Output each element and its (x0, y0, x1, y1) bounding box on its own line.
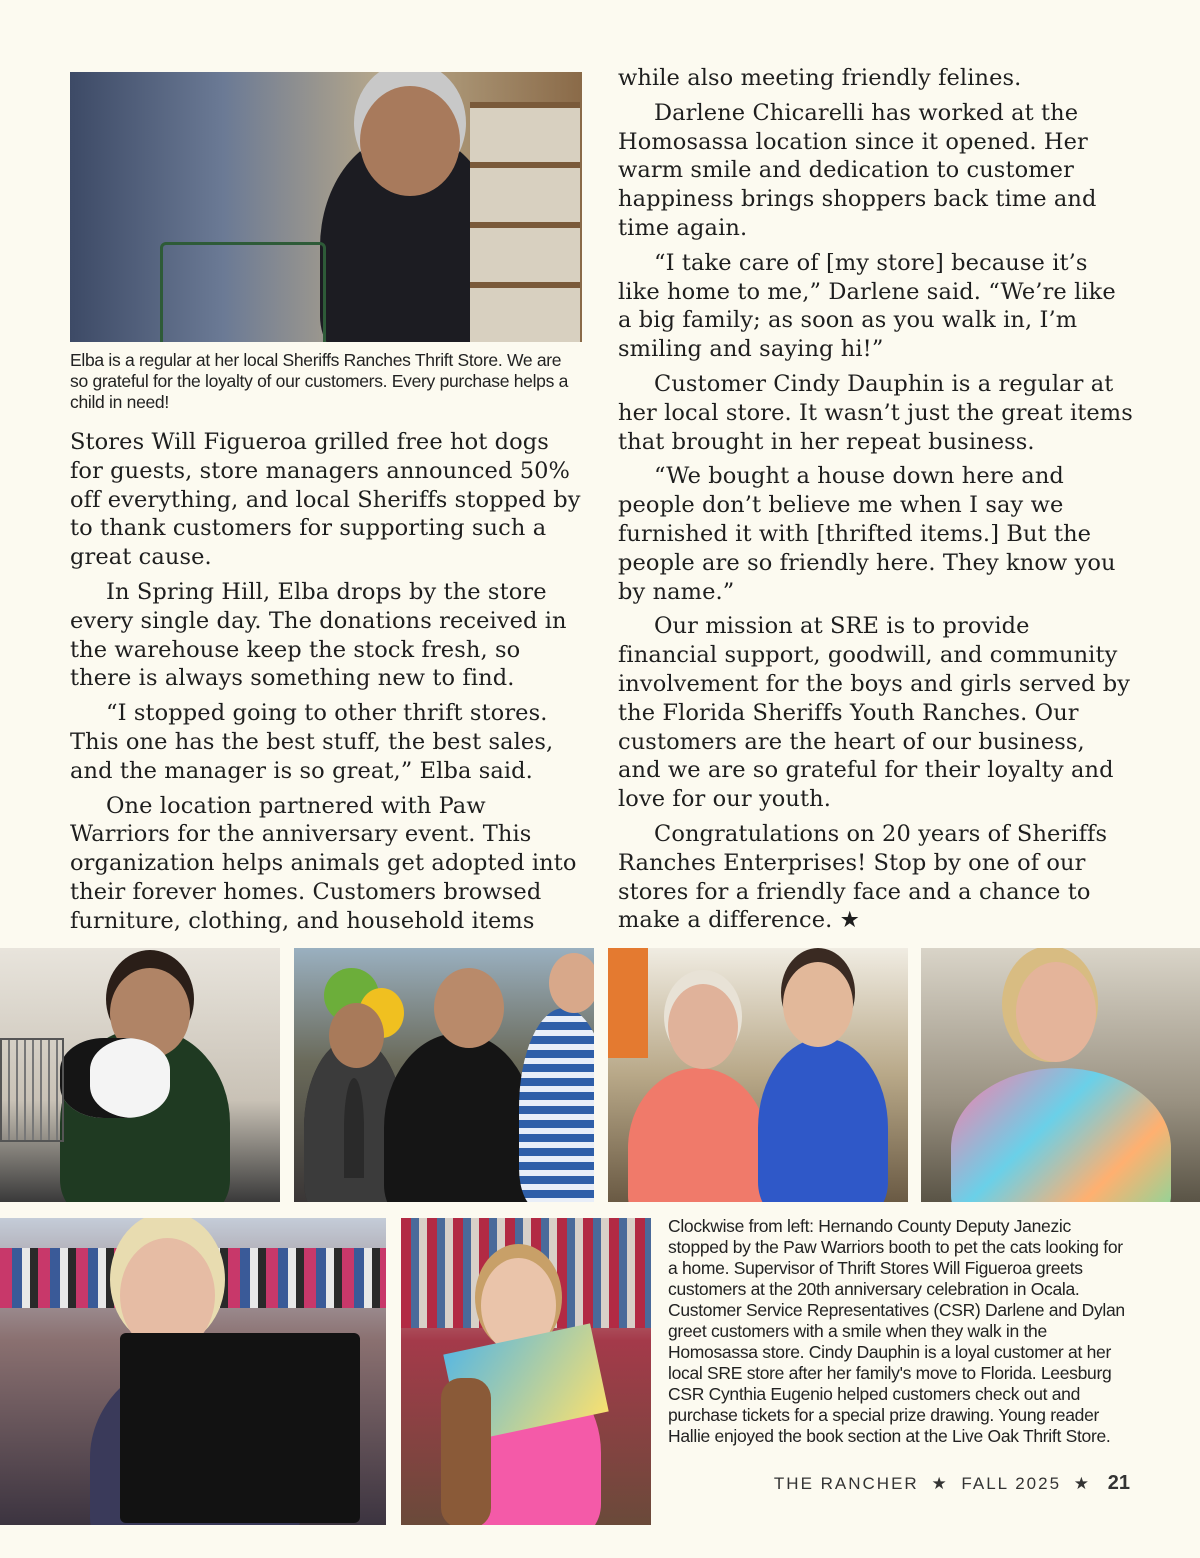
photo-deputy-with-cat (0, 948, 280, 1202)
left-paragraph-3: “I stopped going to other thrift stores. This one has the best stuff, the best sales, and the manager is so great,” Elba said. (70, 700, 554, 784)
right-column (618, 64, 1134, 941)
left-column (70, 428, 586, 942)
top-photo-caption: Elba is a regular at her local Sheriffs Ranches Thrift Store. We are so grateful for the loyalty of our customers. Every purchase helps a child in need! (70, 350, 569, 412)
photo-darlene-and-dylan (608, 948, 908, 1202)
star-separator-icon: ★ (1073, 1474, 1092, 1493)
star-separator-icon: ★ (931, 1474, 949, 1493)
issue-name: FALL 2025 (961, 1474, 1062, 1493)
photo-elba (70, 72, 582, 342)
publication-name: THE RANCHER (773, 1474, 919, 1493)
photo-hallie-reading (401, 1218, 651, 1525)
bottom-photos-caption: Clockwise from left: Hernando County Deputy Janezic stopped by the Paw Warriors booth to pet the cats looking for a home. Supervisor of Thrift Stores Will Figueroa greets customers at the 20th anniversary celebration in Ocala. Customer Service Representatives (CSR) Darlene and Dylan greet customers with a smile when they walk in the Homosassa store. Cindy Dauphin is a loyal customer at her local SRE store after her family's move to Florida. Leesburg CSR Cynthia Eugenio helped customers check out and purchase tickets for a special prize drawing. Young reader Hallie enjoyed the book section at the Live Oak Thrift Store. (668, 1216, 1125, 1446)
right-paragraph-6: Our mission at SRE is to provide financial support, goodwill, and community involvement for the boys and girls served by the Florida Sheriffs Youth Ranches. Our customers are the heart of our business, and we are so grateful for their loyalty and love for our youth. (618, 613, 1131, 813)
left-paragraph-4: One location partnered with Paw Warriors for the anniversary event. This organization helps animals get adopted into their forever homes. Customers browsed furniture, clothing, and household items (70, 792, 577, 934)
left-paragraph-2: In Spring Hill, Elba drops by the store every single day. The donations received in the warehouse keep the stock fresh, so there is always something new to find. (70, 578, 567, 692)
right-paragraph-4: Customer Cindy Dauphin is a regular at her local store. It wasn’t just the great items that brought in her repeat business. (618, 370, 1133, 455)
photo-cindy-dauphin (921, 948, 1200, 1202)
photo-will-figueroa (294, 948, 594, 1202)
right-paragraph-2: Darlene Chicarelli has worked at the Homosassa location since it opened. Her warm smile and dedication to customer happiness brings shoppers back time and time again. (618, 99, 1097, 241)
page-footer (774, 1472, 1130, 1495)
right-paragraph-5: “We bought a house down here and people don’t believe me when I say we furnished it with [thrifted items.] But the people are so friendly here. They know you by name.” (618, 463, 1116, 605)
left-paragraph-1: Stores Will Figueroa grilled free hot dogs for guests, store managers announced 50% off everything, and local Sheriffs stopped by to thank customers for supporting such a great cause. (70, 429, 581, 571)
page-number: 21 (1107, 1472, 1130, 1494)
right-paragraph-1: while also meeting friendly felines. (618, 65, 1022, 91)
right-paragraph-7: Congratulations on 20 years of Sheriffs Ranches Enterprises! Stop by one of our stores for a friendly face and a chance to make a difference. ★ (618, 820, 1108, 934)
right-paragraph-3: “I take care of [my store] because it’s like home to me,” Darlene said. “We’re like a big family; as soon as you walk in, I’m smiling and saying hi!” (618, 249, 1116, 363)
photo-cynthia-eugenio (0, 1218, 386, 1525)
